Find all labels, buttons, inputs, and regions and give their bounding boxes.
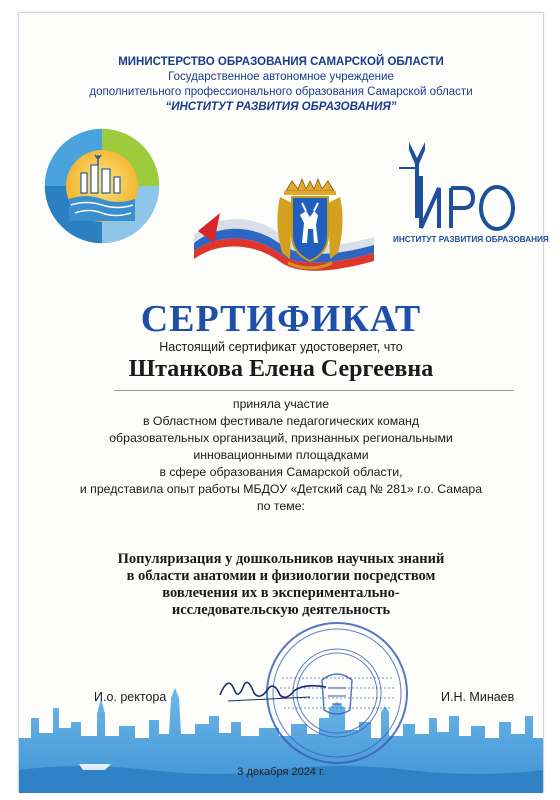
issue-date: 3 декабря 2024 г. <box>237 766 325 778</box>
body-line: в Областном фестивале педагогических команд <box>142 414 420 428</box>
body-line: инновационными площадками <box>193 448 369 462</box>
body-line: в сфере образования Самарской области, <box>159 465 403 479</box>
iro-institute-logo-icon <box>391 138 549 248</box>
signatory-title: И.о. ректора <box>94 690 167 704</box>
body-line: образовательных организаций, признанных региональными <box>109 431 453 445</box>
recipient-name: Штанкова Елена Сергеевна <box>128 356 434 382</box>
body-line: по теме: <box>257 499 305 513</box>
institution-line-1: Государственное автономное учреждение <box>168 71 394 83</box>
innovation-sites-emblem-icon <box>41 125 163 247</box>
ministry-header: МИНИСТЕРСТВО ОБРАЗОВАНИЯ САМАРСКОЙ ОБЛАСТИ <box>118 56 444 68</box>
institution-line-2: дополнительного профессионального образования Самарской области <box>89 86 473 98</box>
certifies-text: Настоящий сертификат удостоверяет, что <box>159 340 403 354</box>
topic-line: в области анатомии и физиологии посредством <box>126 568 436 584</box>
topic-line: исследовательскую деятельность <box>171 602 391 618</box>
institution-name: “ИНСТИТУТ РАЗВИТИЯ ОБРАЗОВАНИЯ” <box>165 101 397 113</box>
topic-line: вовлечения их в экспериментально- <box>162 585 400 601</box>
samara-coat-of-arms-icon <box>194 173 374 283</box>
body-line: и представила опыт работы МБДОУ «Детский сад № 281» г.о. Самара <box>79 482 483 496</box>
iro-caption: ИНСТИТУТ РАЗВИТИЯ ОБРАЗОВАНИЯ <box>393 235 549 244</box>
signature-icon <box>214 671 334 709</box>
certificate-title: СЕРТИФИКАТ <box>140 298 422 340</box>
topic-line: Популяризация у дошкольников научных знаний <box>117 551 445 567</box>
body-line: приняла участие <box>232 397 330 411</box>
signatory-name: И.Н. Минаев <box>441 690 515 704</box>
name-underline <box>114 390 514 391</box>
certificate-sheet <box>18 12 549 792</box>
